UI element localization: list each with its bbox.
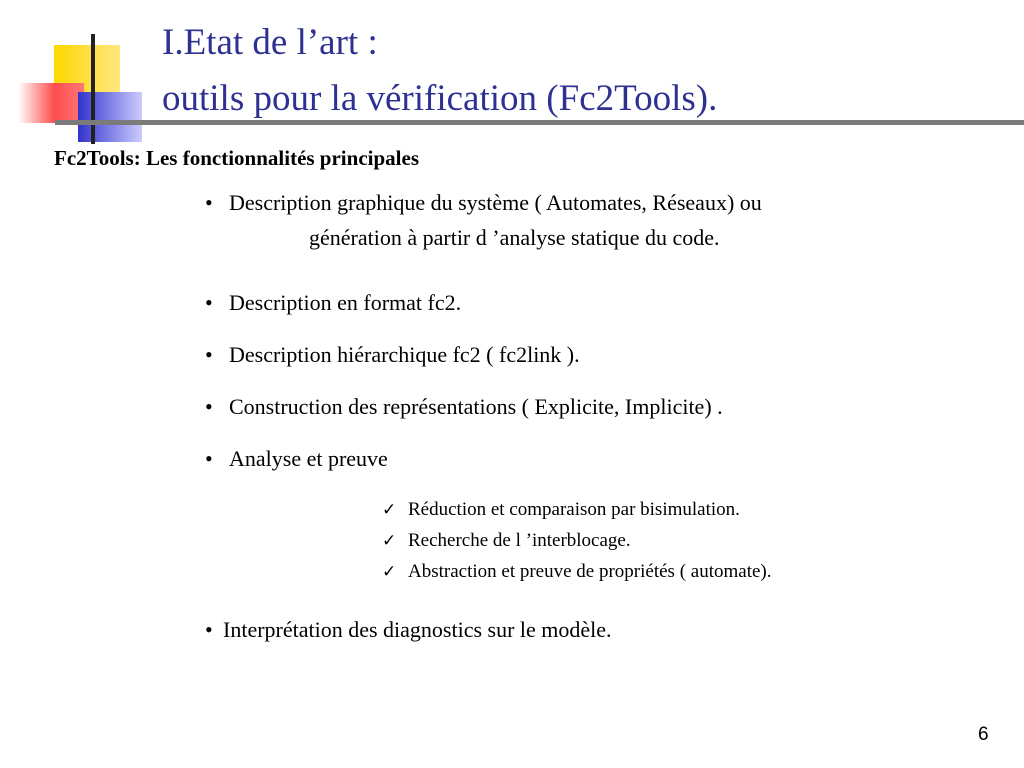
bullet-icon: • (205, 446, 213, 471)
sub-item-text: Abstraction et preuve de propriétés ( automate). (408, 561, 772, 582)
bullet-item-graphical-description (205, 190, 762, 216)
sub-item-deadlock (382, 530, 631, 553)
decorative-logo (0, 0, 180, 160)
page-number: 6 (978, 724, 989, 745)
slide-title-line-1: I.Etat de l’art : (162, 22, 378, 63)
sub-item-abstraction (382, 561, 772, 584)
bullet-text: Construction des représentations ( Explicite, Implicite) . (229, 394, 723, 419)
bullet-text: Description graphique du système ( Automates, Réseaux) ou (229, 190, 762, 215)
bullet-text: Interprétation des diagnostics sur le modèle. (223, 617, 612, 642)
check-icon: ✓ (382, 531, 397, 551)
bullet-item-fc2-format (205, 290, 461, 316)
section-heading: Fc2Tools: Les fonctionnalités principales (54, 146, 419, 170)
sub-item-text: Recherche de l ’interblocage. (408, 530, 631, 551)
bullet-item-analysis (205, 446, 388, 472)
bullet-item-continuation: génération à partir d ’analyse statique du code. (309, 225, 720, 250)
bullet-icon: • (205, 190, 213, 215)
logo-blue-square (78, 92, 142, 142)
bullet-icon: • (205, 394, 213, 419)
sub-item-bisimulation (382, 499, 740, 522)
bullet-text: Description en format fc2. (229, 290, 462, 315)
logo-vertical-bar (91, 34, 95, 144)
bullet-icon: • (205, 290, 213, 315)
title-underline (55, 120, 1024, 125)
logo-red-square (18, 83, 84, 123)
check-icon: ✓ (382, 500, 397, 520)
slide-title-line-2: outils pour la vérification (Fc2Tools). (162, 78, 718, 119)
check-icon: ✓ (382, 562, 397, 582)
bullet-item-hierarchical (205, 342, 580, 368)
bullet-text: Analyse et preuve (229, 446, 388, 471)
bullet-icon: • (205, 342, 213, 367)
bullet-text: Description hiérarchique fc2 ( fc2link ). (229, 342, 580, 367)
bullet-item-interpretation (205, 617, 612, 643)
bullet-icon: • (205, 617, 213, 642)
sub-item-text: Réduction et comparaison par bisimulation. (408, 499, 740, 520)
bullet-item-representations (205, 394, 723, 420)
